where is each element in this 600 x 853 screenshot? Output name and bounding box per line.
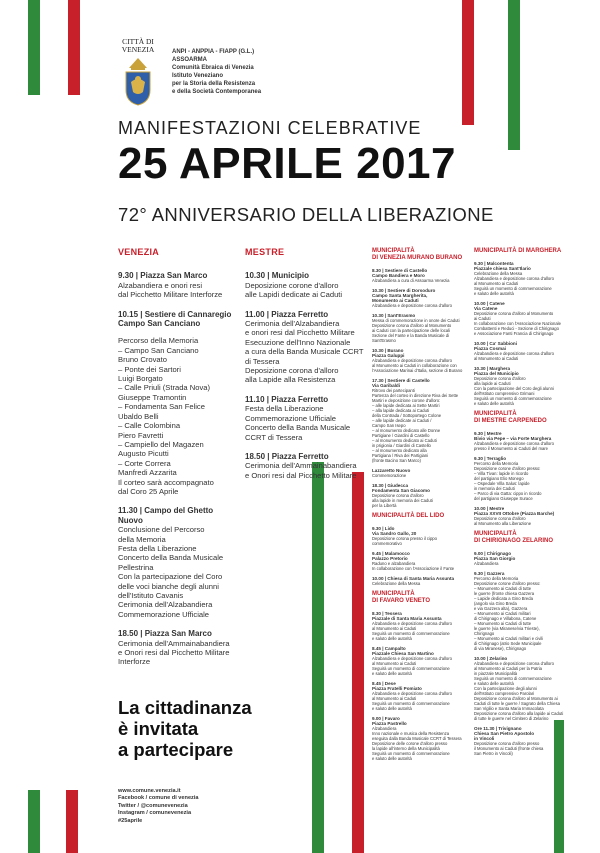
event-time-place: 11.00 | Piazza Ferretto xyxy=(245,309,329,319)
facebook-link[interactable]: Facebook / comune di venezia xyxy=(118,795,199,802)
instagram-link[interactable]: Instagram / comunevenezia xyxy=(118,810,192,817)
municipality-heading: MUNICIPALITÀ DI CHIRIGNAGO ZELARINO xyxy=(474,531,553,544)
organizer-line: ANPI - ANPPIA - FIAPP (G.L.) xyxy=(172,49,255,55)
flag-stripe-red xyxy=(462,0,474,125)
invitation-text: La cittadinanza è invitata a partecipare xyxy=(118,697,252,760)
event-item xyxy=(372,268,468,283)
event-time-place: 10.15 | Sestiere di Cannaregio Campo San Canciano xyxy=(118,309,232,329)
event-item xyxy=(245,452,365,480)
event-description: Alzabandiera e deposizione corona d'alloro xyxy=(372,303,452,308)
flag-stripe-green xyxy=(508,0,520,150)
municipalities-column-1 xyxy=(372,246,468,766)
event-item xyxy=(474,656,570,721)
event-item xyxy=(372,716,468,761)
event-item xyxy=(474,341,570,361)
hashtag: #25aprile xyxy=(118,817,143,824)
event-description: Percorso della Memoria Deposizione corone d'alloro presso: – Villa Tivan: lapide in ricordo del partigiano Elio Monego – Ospedale Villa Salus: lapide in memoria dei Caduti – Parco di via Gatta: cippo in ricordo del partigiano Giuseppe Surace xyxy=(474,461,542,501)
event-description: Alzabandiera e deposizione corona d'alloro al Monumento ai Caduti xyxy=(474,351,554,361)
event-time-place: 17.30 | Sestiere di Castello Via Garibaldi xyxy=(372,378,430,388)
event-time-place: 10.30 | Marghera Piazza del Municipio xyxy=(474,366,519,376)
event-time-place: 11.30 | Campo del Ghetto Nuovo xyxy=(118,506,214,525)
coat-of-arms-icon xyxy=(123,56,153,106)
event-item xyxy=(474,261,570,296)
event-item xyxy=(474,571,570,651)
event-time-place: 9.30 | Malcontenta Piazzale chiesa Sant'Ilario xyxy=(474,261,531,271)
flag-stripe-red xyxy=(66,790,78,853)
municipality-event-list xyxy=(474,431,570,526)
municipality-heading: MUNICIPALITÀ DI FAVARO VENETO xyxy=(372,591,431,604)
poster-kicker: MANIFESTAZIONI CELEBRATIVE xyxy=(118,118,422,138)
event-description: Deposizione corone d'alloro alle Lapidi dedicate ai Caduti xyxy=(245,280,343,300)
event-time-place: 8.30 | Sestiere di Castello Campo Bandiera e Moro xyxy=(372,268,428,278)
event-item xyxy=(474,431,570,451)
event-description: Percorso della Memoria – Campo San Canciano Bruno Crovato – Ponte dei Sartori Luigi Borgato – Calle Priuli (Strada Nova) Giuseppe Tramontin – Fondamenta San Felice Ubaldo Belli – Calle Colombina Piero Favretti – Campiello del Magazen Augusto Picutti – Corte Correra Manfredi Azzarita Il corteo sarà accompagnato dal Coro 25 Aprile xyxy=(118,336,214,496)
municipality-event-list xyxy=(372,611,468,761)
event-item xyxy=(372,288,468,308)
event-time-place: 8.45 | Campalto Piazzale Chiesa San Martino xyxy=(372,646,434,656)
event-description: Deposizione corona d'alloro alla lapide in memoria dei Caduti per la Libertà xyxy=(372,493,433,508)
event-time-place: 9.45 | Malamocco Palazzo Pretorio xyxy=(372,551,410,561)
event-item xyxy=(372,348,468,373)
event-description: Deposizione corona d'alloro presso il Monumento ai Caduti (fronte chiesa San Pietro in Vincoli) xyxy=(474,741,544,756)
event-time-place: 11.10 | Piazza Ferretto xyxy=(245,394,329,404)
event-time-place: 18.30 | Giudecca Fondamenta San Giacomo xyxy=(372,483,430,493)
event-time-place: 8.30 | Tessera Piazzale di Santa Maria Assunta xyxy=(372,611,442,621)
footer-links xyxy=(118,788,199,825)
event-time-place: 9.30 | Gazzera xyxy=(474,571,505,576)
event-description: Cerimonia dell'Ammainabandiera e Onori resi dal Picchetto Militare Interforze xyxy=(118,638,230,667)
city-logo-text-line2: VENEZIA xyxy=(121,45,155,54)
municipality-event-list xyxy=(474,261,570,406)
organizer-line: e della Società Contemporanea xyxy=(172,89,262,95)
event-time-place: 10.30 | Sestiere di Dorsoduro Campo Santa Margherita, Monumento ai Caduti xyxy=(372,288,436,303)
event-item xyxy=(372,551,468,571)
event-item xyxy=(118,629,238,667)
mestre-column xyxy=(245,248,365,490)
event-description: Percorso della Memoria Deposizione corone d'alloro presso: – Monumento ai Caduti di tutte le guerre (fronte chiesa Gazzera – Lapide dedicata a Gino Breda (angolo via Gino Breda e via Gazzera alta), Gazzera – Monumento ai Caduti militari di Chirignago e Villabona, Catene – Monumento ai Caduti di tutte le guerre (via Miranese/via Trieste), Chirignago – Monumento ai Caduti militari e civili di Chirignago (atrio Sede Municipale di via Miranese), Chirignago xyxy=(474,576,544,651)
flag-stripe-green xyxy=(28,790,40,853)
event-description: Messa di commemorazione in onore dei Caduti Deposizione corona d'alloro al Monumento ai Caduti con la partecipazione delle locali Sezione del Fante e la Banda Musicale di Sant'Erasmo xyxy=(372,318,460,343)
event-time-place: 10.00 | Chiesa di Santa Maria Assunta xyxy=(372,576,455,581)
event-item xyxy=(372,526,468,546)
event-time-place: Lazzaretto Nuovo xyxy=(372,468,411,473)
event-description: Cerimonia dell'Alzabandiera e onori resi dal Picchetto Militare Esecuzione dell'Inno Nazionale a cura della Banda Musicale CCRT di Tessera Deposizione corona d'alloro alla Lapide alla Resistenza xyxy=(245,319,364,385)
event-description: Alzabandiera e deposizione corona d'alloro presso il Monumento ai Caduti del mare xyxy=(474,441,554,451)
flag-stripe-red xyxy=(352,472,364,853)
mestre-heading: MESTRE xyxy=(245,247,285,257)
event-item xyxy=(372,646,468,676)
event-description: Alzabandiera a cura di Assoarma Venezia xyxy=(372,278,450,283)
venezia-heading: VENEZIA xyxy=(118,247,160,257)
event-description: Commemorazione xyxy=(372,473,407,478)
event-item xyxy=(245,395,365,442)
venezia-column xyxy=(118,248,238,677)
event-description: Deposizione corona presso il cippo commemorativo xyxy=(372,536,437,546)
event-time-place: 9.30 | Lido Via Sandro Gallo, 20 xyxy=(372,526,417,536)
organizer-line: per la Storia della Resistenza xyxy=(172,81,256,87)
event-item xyxy=(372,681,468,711)
flag-stripe-green xyxy=(28,0,40,95)
event-item xyxy=(474,726,570,756)
poster-title: 25 APRILE 2017 xyxy=(118,139,456,188)
municipalities-column-2 xyxy=(474,246,570,761)
organizers-list xyxy=(172,48,261,96)
event-time-place: 9.00 | Favaro Piazza Pastrello xyxy=(372,716,407,726)
event-description: Festa della Liberazione Commemorazione Ufficiale Concerto della Banda Musicale CCRT di Tessera xyxy=(245,404,351,442)
event-description: Deposizione corona d'alloro al Monumento ai Caduti In collaborazione con l'Associazione Nazionale Combattenti e Reduci - Sezione di Chirignago e Associazione Fanti Francia di Chirignago xyxy=(474,311,561,336)
event-item xyxy=(118,506,238,619)
event-description: Cerimonia dell'Ammainabandiera e Onori resi dal Picchetto Militare xyxy=(245,461,357,480)
event-description: Deposizione corona d'alloro alla lapide ai Caduti Con la partecipazione del Coro degli alunni dell'Istituto comprensivo Grimani Seguirà un momento di commemorazione e saluto delle autorità xyxy=(474,376,554,406)
organizer-line: ASSOARMA xyxy=(172,57,208,63)
event-description: Alzabandiera e deposizione corona d'alloro al Monumento ai Caduti in collaborazione con l'Associazione Marinai d'Italia, sezione di Burano xyxy=(372,358,463,373)
event-time-place: 10.30 | Burano Piazza Galuppi xyxy=(372,348,405,358)
municipality-heading: MUNICIPALITÀ DI MARGHERA xyxy=(474,248,562,254)
municipality-event-list xyxy=(474,551,570,756)
municipality-heading: MUNICIPALITÀ DI MESTRE CARPENEDO xyxy=(474,411,547,424)
event-description: Conclusione del Percorso della Memoria Festa della Liberazione Concerto della Banda Musicale Pellestrina Con la partecipazione del Coro delle voci bianche degli alunni dell'Istituto Cavanis Cerimonia dell'Alzabandiera Commemorazione Ufficiale xyxy=(118,525,224,619)
event-time-place: 18.50 | Piazza San Marco xyxy=(118,629,212,639)
municipality-heading: MUNICIPALITÀ DEL LIDO xyxy=(372,513,445,519)
event-item xyxy=(372,611,468,641)
event-item xyxy=(474,456,570,501)
event-item xyxy=(118,271,238,299)
event-description: Alzabandiera e deposizione corona d'alloro al Monumento ai Caduti Seguirà un momento di commemorazione e saluto delle autorità xyxy=(372,621,452,641)
event-item xyxy=(245,271,365,299)
flag-stripe-green xyxy=(312,462,324,853)
event-description: Celebrazione della Messa xyxy=(372,581,421,586)
city-logo xyxy=(118,38,158,110)
event-time-place: 10.30 | Municipio xyxy=(245,271,310,281)
event-time-place: 10.30 | Sant'Erasmo xyxy=(372,313,416,318)
website-link[interactable]: www.comune.venezia.it xyxy=(118,788,181,794)
event-description: Deposizione corona d'alloro al Monumento alla Liberazione xyxy=(474,516,532,526)
event-time-place: 9.00 | Chirignago Piazza San Giorgio xyxy=(474,551,516,561)
event-item xyxy=(474,301,570,336)
event-description: Celebrazione della Messa Alzabandiera e deposizione corona d'alloro al Monumento ai Caduti Seguirà un momento di commemorazione e saluto delle autorità xyxy=(474,271,554,296)
event-item xyxy=(372,468,468,478)
municipality-heading: MUNICIPALITÀ DI VENEZIA MURANO BURANO xyxy=(372,248,463,261)
city-logo-text-line1: CITTÀ DI xyxy=(122,37,154,46)
event-time-place: 10.00 | Mestre Piazza XXVII Ottobre (Piazza Barche) xyxy=(474,506,555,516)
municipality-event-list xyxy=(372,268,468,508)
event-item xyxy=(474,551,570,566)
event-item xyxy=(474,506,570,526)
event-item xyxy=(118,310,238,497)
event-time-place: 9.30 | Piazza San Marco xyxy=(118,271,208,281)
event-time-place: 10.00 | Ca' Sabbioni Piazza Cosmai xyxy=(474,341,517,351)
event-time-place: 10.00 | Zelarino xyxy=(474,656,508,661)
event-time-place: 10.00 | Catene Via Catene xyxy=(474,301,505,311)
event-time-place: 8.45 | Dese Piazza Fratelli Pomiato xyxy=(372,681,422,691)
event-item xyxy=(372,483,468,508)
event-time-place: 9.30 | Terraglio xyxy=(474,456,507,461)
event-time-place: 18.50 | Piazza Ferretto xyxy=(245,451,329,461)
organizer-line: Istituto Veneziano xyxy=(172,73,224,79)
poster-subtitle: 72° ANNIVERSARIO DELLA LIBERAZIONE xyxy=(118,204,494,225)
event-item xyxy=(245,310,365,385)
event-description: Alzabandiera e deposizione corona d'alloro al Monumento ai Caduti per la Patria in piazzale Municipalità Seguirà un momento di commemorazione e saluto delle autorità Con la partecipazione degli alunni dell'Istituto comprensivo Parolari Deposizione corona d'alloro al Monumento ai Caduti di tutte le guerre / Sagrato della Chiesa San Vigilio e Santa Maria Immacolata Deposizione corona d'alloro alla lapide ai Caduti di tutte le guerre nel Cimitero di Zelarino xyxy=(474,661,564,721)
event-description: Alzabandiera e onori resi dal Picchetto Militare Interforze xyxy=(118,280,223,300)
event-time-place: Ore 11.30 | Trivignano Chiesa San Pietro Apostolo in Vincoli xyxy=(474,726,535,741)
event-item xyxy=(372,378,468,463)
municipality-event-list xyxy=(372,526,468,586)
event-description: Alzabandiera e deposizione corona d'alloro al Monumento ai Caduti Seguirà un momento di commemorazione e saluto delle autorità xyxy=(372,656,452,676)
twitter-link[interactable]: Twitter / @comunevenezia xyxy=(118,802,188,809)
event-time-place: 9.30 | Mestre Bivio via Pepe – via Forte Marghera xyxy=(474,431,552,441)
event-description: Alzabandiera e deposizione corona d'alloro al Monumento ai Caduti Seguirà un momento di commemorazione e saluto delle autorità xyxy=(372,691,452,711)
event-description: Alzabandiera Inno nazionale e musica della Resistenza eseguita dalla Banda Musicale CCRT di Tessera Deposizione delle corone d'alloro presso la lapide all'interno della Municipalità Seguirà un momento di commemorazione e saluto delle autorità xyxy=(372,726,462,761)
event-description: Alzabandiera xyxy=(474,561,499,566)
event-description: Raduno e alzabandiera In collaborazione con l'Associazione il Fante xyxy=(372,561,455,571)
flag-stripe-red xyxy=(68,0,80,95)
event-description: Ritrovo dei partecipanti Partenza del corteo in direzione Riva dei Sette Martiri e deposizione corone d'alloro: – alle lapide dedicata ai Sette Martiri – alla lapide dedicata ai Caduti della Contrada / Sottoportego Colone – alle lapide dedicate ai Caduti / Campo San Isepo – al monumento dedicato alle Donne Partigiane / Giardini di Castello – al monumento dedicato ai Caduti in prigionia / Giardini di Castello – al monumento dedicato alla Partigiana / Riva dei Partigiani (fronte Bacino San Marco) xyxy=(372,388,459,463)
event-item xyxy=(474,366,570,406)
event-item xyxy=(372,576,468,586)
organizer-line: Comunità Ebraica di Venezia xyxy=(172,65,254,71)
event-item xyxy=(372,313,468,343)
